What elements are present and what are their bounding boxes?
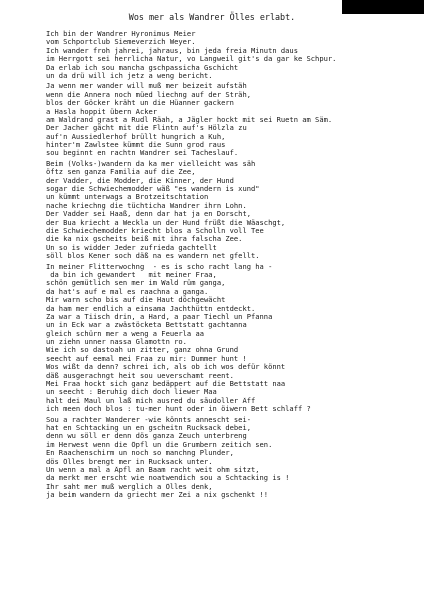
text-line: die Schwiechemodder kriecht blos a Scholln voll Tee xyxy=(46,226,264,235)
text-line: Mir warn scho bis auf die Haut döchgewächt xyxy=(46,296,226,305)
text-line: denn wu söll er denn dös ganza Zeuch unterbreng xyxy=(46,432,247,441)
text-line: gleich schürn mer a weng a Feuerla aa xyxy=(46,329,205,338)
text-line: wenn die Annera noch müed liechng auf der Sträh, xyxy=(46,90,251,99)
text-line: seecht auf eemal mei Fraa zu mir: Dummer hunt ! xyxy=(46,354,247,363)
text-line: un da drü will ich jetz a weng bericht. xyxy=(46,71,213,80)
text-line: Mei Fraa hockt sich ganz bedäppert auf die Bettstatt naa xyxy=(46,380,286,389)
text-line: Ihr saht mer muß werglich a Ölles denk, xyxy=(46,482,213,491)
text-line: der Bua kriecht a Weckla un der Hund früßt die Wäaschgt, xyxy=(46,218,286,227)
text-line: Ja wenn mer wander will muß mer beizeit aufstäh xyxy=(46,82,247,91)
text-line: auf'n Aussiedlerhof brüllt hungrich a Kuh, xyxy=(46,132,226,141)
stanza xyxy=(46,82,416,158)
poem-body xyxy=(46,30,416,501)
text-line: halt dei Maul un laß mich ausred du säudoller Äff xyxy=(46,396,256,405)
text-line: die ka nix gscheits beiß mit ihra falscha Zee. xyxy=(46,235,243,244)
text-line: im Herwest wenn die Öpfl un die Grumbern zeitich sen. xyxy=(46,440,273,449)
text-line: da ham mer endlich a einsama Jachthüttn entdeckt. xyxy=(46,304,256,313)
text-line: un ziehn unner nassa Glamottn ro. xyxy=(46,338,187,347)
text-line: Un so is widder Jeder zufrieda gachtellt xyxy=(46,243,217,252)
text-line: un seecht : Beruhig dich doch liewer Maa xyxy=(46,388,217,397)
stanza xyxy=(46,416,416,500)
page-title: Wos mer als Wandrer Ölles erlabt. xyxy=(128,12,296,22)
text-line: sogar die Schwiechemodder wäß "es wandern is xund" xyxy=(46,185,260,194)
text-line: Ich bin der Wandrer Hyronimus Meier xyxy=(46,30,196,38)
text-line: Un wenn a mal a Äpfl an Baam racht weit ohm sitzt, xyxy=(46,465,260,474)
stanza xyxy=(46,160,416,261)
text-line: nache kriechng die tüchticha Wandrer ihrn Lohn. xyxy=(46,201,247,210)
text-line: In meiner Flitterwochng - es is scho racht lang ha - xyxy=(46,262,273,271)
text-line: vom Schportclub Siemeverzich Weyer. xyxy=(46,38,196,47)
text-line: En Raachenschirm un noch so manchng Plunder, xyxy=(46,449,234,458)
text-line: schön gemütlich sen mer im Wald rüm ganga, xyxy=(46,279,226,288)
text-line: der Vadder, die Modder, die Kinner, der Hund xyxy=(46,176,234,185)
text-line: im Herrgott sei herrlicha Natur, vo Langweil git's da gar ke Schpur. xyxy=(46,55,337,64)
text-line: Wie ich so dastoah un zitter, ganz ohna Grund xyxy=(46,346,239,355)
text-line: sou beginnt en rachtn Wandrer sei Tacheslauf. xyxy=(46,149,239,158)
text-line: hinter'm Zawlstee kümmt die Sunn grod raus xyxy=(46,141,226,150)
text-line: Der Jacher gächt mit die Flintn auf's Hölzla zu xyxy=(46,124,247,133)
text-line: ja beim wandern da griecht mer Zei a nix gschenkt !! xyxy=(46,491,269,500)
text-line: Sou a rachter Wanderer -wie könnts annescht sei- xyxy=(46,415,251,424)
text-line: blos der Göcker kräht un die Hüanner gackern xyxy=(46,99,234,108)
text-line: däß ausgerachngt heit sou ueverschamt reent. xyxy=(46,371,234,380)
text-line: dös Ölles brengt mer in Rucksack unter. xyxy=(46,457,213,466)
text-line: öftz sen ganza Familia auf die Zee, xyxy=(46,168,196,177)
stanza xyxy=(46,30,416,80)
text-line: da hat's auf e mal es raachna a ganga. xyxy=(46,287,209,296)
text-line: un in Eck war a zwästöcketa Bettstatt gachtanna xyxy=(46,321,247,330)
text-line: hat en Schtacking un en gscheitn Rucksack debei, xyxy=(46,423,251,432)
text-line: Der Vadder sei Haaß, denn dar hat ja en Dorscht, xyxy=(46,210,251,219)
text-line: ich meen doch blos : tu-mer hunt oder in öiwern Bett schlaff ? xyxy=(46,405,311,414)
text-line: Ich wander froh jahrei, jahraus, bin jeda freia Minutn daus xyxy=(46,46,298,55)
stanza xyxy=(46,263,416,414)
text-line: am Waldrand grast a Rudl Räah, a Jägler hockt mit sei Ruetn am Säm. xyxy=(46,115,333,124)
text-line: Da erlab ich sou mancha gschpassicha Gschicht xyxy=(46,63,239,72)
text-line: Za war a Tiisch drin, a Hard, a paar Tiechl un Pfanna xyxy=(46,312,273,321)
text-line: a Hasla hoppit übern Acker xyxy=(46,107,158,116)
text-line: un kümmt unterwags a Brotzeitschtation xyxy=(46,193,209,202)
text-line: da merkt mer erscht wie noatwendich sou a Schtacking is ! xyxy=(46,474,290,483)
text-line: Wos wißt da denn? schrei ich, als ob ich wos defür könnt xyxy=(46,363,286,372)
text-line: da bin ich gewandert mit meiner Fraa, xyxy=(46,270,217,279)
text-line: Beim (Volks-)wandern da ka mer vielleicht was säh xyxy=(46,159,256,168)
text-line: söll blos Kener soch däß na es wandern net gfellt. xyxy=(46,252,260,261)
